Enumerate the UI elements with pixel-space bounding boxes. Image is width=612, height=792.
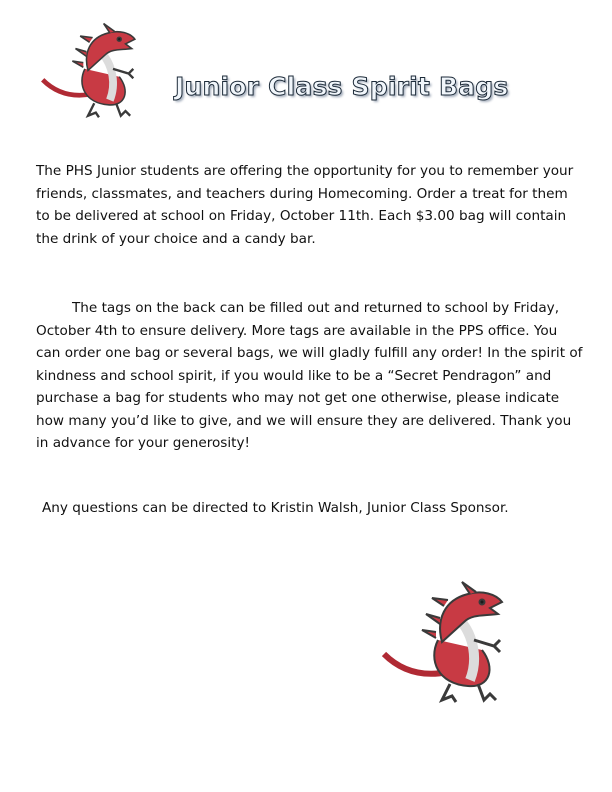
contact-paragraph: Any questions can be directed to Kristin Walsh, Junior Class Sponsor. bbox=[42, 500, 509, 516]
page-title: Junior Class Spirit Bags bbox=[175, 72, 509, 101]
dragon-mascot-icon bbox=[38, 22, 163, 122]
intro-paragraph: The PHS Junior students are offering the opportunity for you to remember your friends, classmates, and teachers during Homecoming. Order a treat for them to be delivered at school on Friday, October 11th. Each $3.00 bag will contain the drink of your choice and a candy bar. bbox=[36, 163, 574, 247]
dragon-mascot-icon bbox=[378, 580, 538, 708]
details-paragraph: The tags on the back can be filled out and returned to school by Friday, October 4th to ensure delivery. More tags are available in the PPS office. You can order one bag or several bags, we will gladly fulfill any order! In the spirit of kindness and school spirit, if you would like to be a “Secret Pendragon” and purchase a bag for students who may not get one otherwise, please indicate how many you’d like to give, and we will ensure they are delivered. Thank you in advance for your generosity! bbox=[36, 300, 583, 451]
